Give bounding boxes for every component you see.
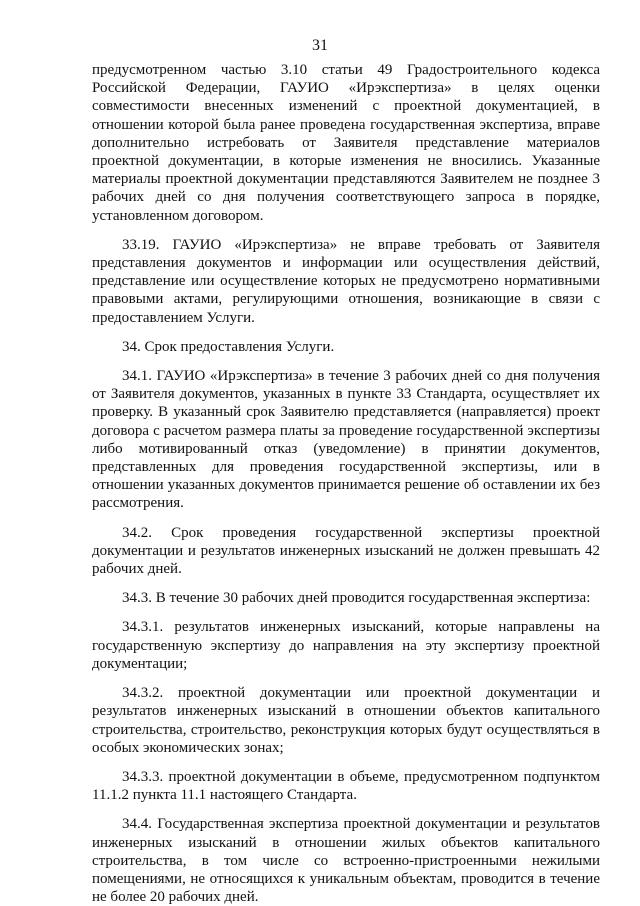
paragraph-34-1: 34.1. ГАУИО «Ирэкспертиза» в течение 3 рабочих дней со дня получения от Заявителя документов, указанных в пункте 33 Стандарта, осуществляет их проверку. В указанный срок Заявителю представляется (направляется) проект договора с расчетом размера платы за проведение государственной экспертизы либо мотивированный отказ (уведомление) в принятии документов, представленных для проведения государственной экспертизы, или в отношении указанных документов принимается решение об оставлении их без рассмотрения. [92,368,600,512]
paragraph-continuation: предусмотренном частью 3.10 статьи 49 Градостроительного кодекса Российской Федерации, ГАУИО «Ирэкспертиза» в целях оценки совместимости внесенных изменений с проектной документацией, в отношении которой была ранее проведена государственная экспертиза, вправе дополнительно истребовать от Заявителя представление материалов проектной документации, в которые изменения не вносились. Указанные материалы проектной документации представляются Заявителем не позднее 3 рабочих дней со дня получения соответствующего запроса в порядке, установленном договором. [92,62,600,224]
paragraph-34-2: 34.2. Срок проведения государственной экспертизы проектной документации и результатов инженерных изысканий не должен превышать 42 рабочих дней. [92,524,600,578]
paragraph-34: 34. Срок предоставления Услуги. [122,338,335,355]
paragraph-34-3-1: 34.3.1. результатов инженерных изысканий, которые направлены на государственную экспертизу до направления на эту экспертизу проектной документации; [92,619,600,672]
paragraph-34-3-3: 34.3.3. проектной документации в объеме, предусмотренном подпунктом 11.1.2 пункта 11.1 настоящего Стандарта. [92,768,600,804]
page-number: 31 [312,37,328,54]
document-body [92,61,600,906]
paragraph-34-3-2: 34.3.2. проектной документации или проектной документации и результатов инженерных изысканий в отношении объектов капитального строительства, строительство, реконструкция которых будут осуществляться в особых экономических зонах; [92,685,600,756]
paragraph-34-4: 34.4. Государственная экспертиза проектной документации и результатов инженерных изысканий в отношении жилых объектов капитального строительства, в том числе со встроенно-пристроенными нежилыми помещениями, не относящихся к уникальным объектам, проводится в течение не более 20 рабочих дней. [92,816,600,906]
paragraph-33-19: 33.19. ГАУИО «Ирэкспертиза» не вправе требовать от Заявителя представления документов и информации или осуществления действий, представление или осуществление которых не предусмотрено нормативными правовыми актами, регулирующими отношения, возникающие в связи с предоставлением Услуги. [92,236,600,326]
paragraph-34-3: 34.3. В течение 30 рабочих дней проводится государственная экспертиза: [122,590,591,607]
